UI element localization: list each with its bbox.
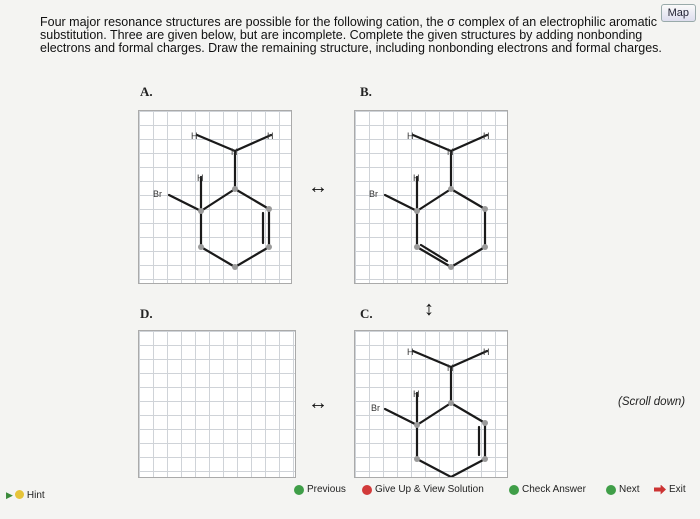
- give-up-icon: [362, 485, 372, 495]
- check-icon: [509, 485, 519, 495]
- atom-h-left: H: [407, 131, 414, 141]
- scroll-down-note: (Scroll down): [618, 396, 686, 408]
- hint-button[interactable]: [6, 490, 45, 501]
- give-up-label: Give Up & View Solution: [375, 484, 484, 495]
- structure-c-drawing: [355, 331, 507, 477]
- atom-n: N: [231, 147, 238, 157]
- atom-h-ring: H: [413, 389, 420, 399]
- structure-d-canvas[interactable]: [138, 330, 296, 478]
- atom-h-right: H: [483, 131, 490, 141]
- resonance-arrow-ab: ↔: [308, 176, 328, 198]
- previous-icon: [294, 485, 304, 495]
- structure-b-drawing: [355, 111, 507, 283]
- structure-a-drawing: [139, 111, 291, 283]
- atom-n: N: [447, 363, 454, 373]
- structure-a-canvas[interactable]: [138, 110, 292, 284]
- exit-arrow-icon: [654, 485, 666, 495]
- structure-b-canvas[interactable]: [354, 110, 508, 284]
- atom-br: Br: [371, 403, 380, 413]
- label-a: A.: [140, 84, 153, 99]
- next-button[interactable]: [606, 484, 640, 495]
- label-d: D.: [140, 306, 153, 321]
- label-b: B.: [360, 84, 372, 99]
- previous-label: Previous: [307, 484, 346, 495]
- exit-button[interactable]: [654, 484, 686, 495]
- atom-h-right: H: [483, 347, 490, 357]
- check-answer-button[interactable]: [509, 484, 586, 495]
- question-text: Four major resonance structures are possible for the following cation, the σ complex of an electrophilic aromatic substitution. Three are given below, but are incomplete. Complete the given structures by adding nonbonding electrons and formal charges. Draw the remaining structure, including nonbonding electrons and formal charges.: [40, 15, 662, 55]
- atom-h-ring: H: [197, 173, 204, 183]
- next-label: Next: [619, 484, 640, 495]
- atom-n: N: [447, 147, 454, 157]
- atom-br: Br: [369, 189, 378, 199]
- resonance-arrow-cd: ↔: [308, 392, 328, 414]
- bottom-toolbar: [0, 474, 700, 519]
- structure-c-canvas[interactable]: [354, 330, 508, 478]
- atom-h-left: H: [191, 131, 198, 141]
- hint-label: Hint: [26, 490, 45, 501]
- atom-h-ring: H: [413, 173, 420, 183]
- next-icon: [606, 485, 616, 495]
- map-button[interactable]: Map: [661, 4, 696, 22]
- expand-triangle-icon: ▶: [6, 490, 13, 500]
- atom-h-right: H: [267, 131, 274, 141]
- atom-h-left: H: [407, 347, 414, 357]
- give-up-button[interactable]: [362, 484, 484, 495]
- atom-br: Br: [153, 189, 162, 199]
- resonance-arrow-bc: ↕: [424, 298, 434, 320]
- label-c: C.: [360, 306, 373, 321]
- previous-button[interactable]: [294, 484, 346, 495]
- exit-label: Exit: [669, 484, 686, 495]
- lightbulb-icon: [15, 490, 24, 499]
- check-answer-label: Check Answer: [522, 484, 586, 495]
